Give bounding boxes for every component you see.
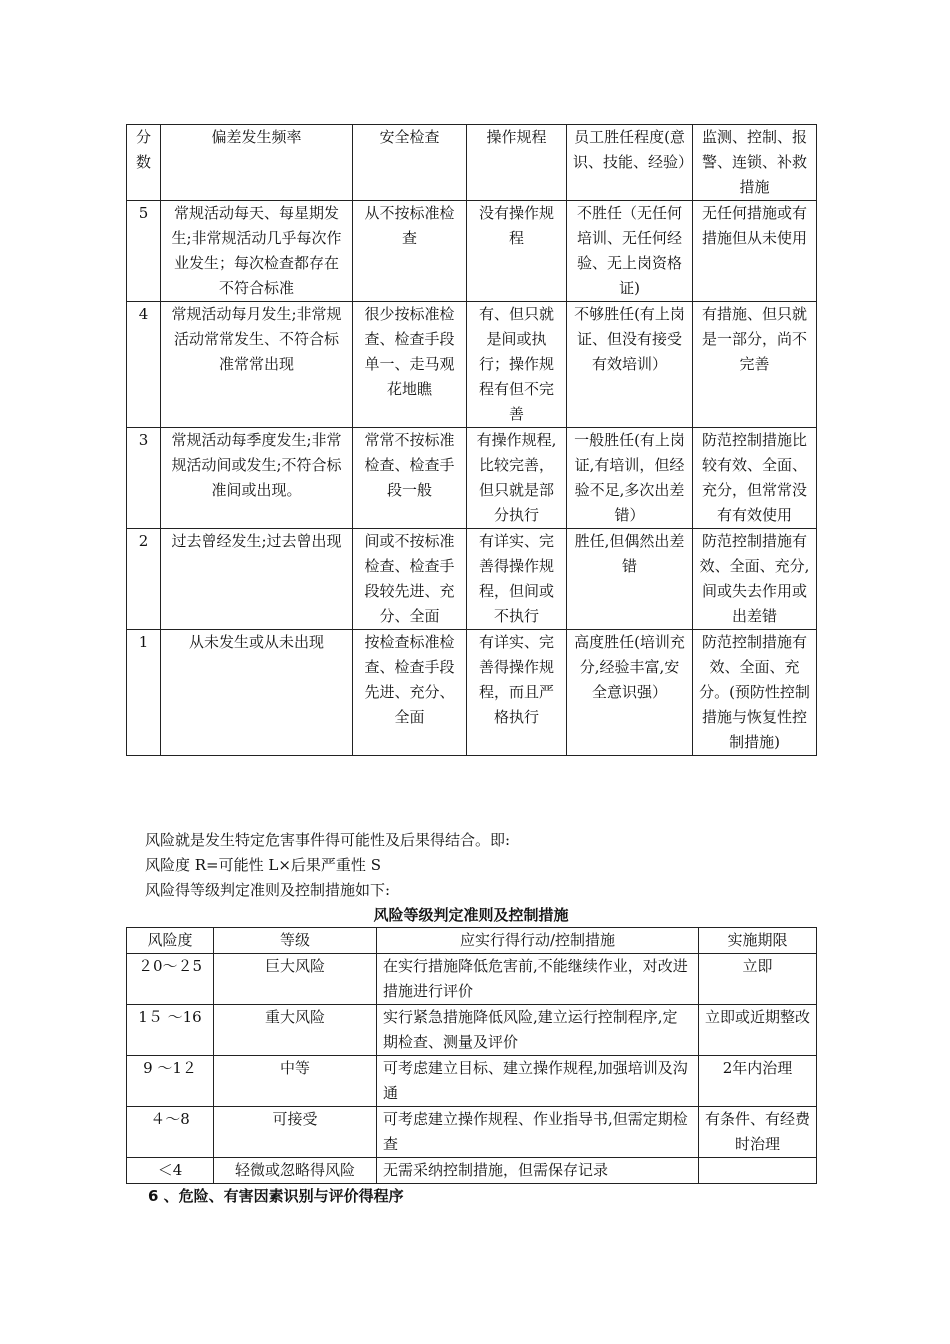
table-cell: 有详实、完善得操作规程，而且严格执行 <box>467 630 567 756</box>
header-cell: 偏差发生频率 <box>161 125 353 201</box>
table-cell: 可考虑建立目标、建立操作规程,加强培训及沟通 <box>377 1056 699 1107</box>
table-cell: 从不按标准检查 <box>353 201 467 302</box>
table-cell: 过去曾经发生;过去曾出现 <box>161 529 353 630</box>
table-cell: 常规活动每月发生;非常规活动常常发生、不符合标准常常出现 <box>161 302 353 428</box>
table-header-row <box>127 125 817 201</box>
header-cell: 安全检查 <box>353 125 467 201</box>
table-row <box>127 428 817 529</box>
table-cell: 4 <box>127 302 161 428</box>
table-cell: 实行紧急措施降低风险,建立运行控制程序,定期检查、测量及评价 <box>377 1005 699 1056</box>
table-cell: ４～8 <box>127 1107 214 1158</box>
table-cell: 无需采纳控制措施，但需保存记录 <box>377 1158 699 1184</box>
risk-formula-text: 风险度 R=可能性 L×后果严重性 S <box>145 856 381 874</box>
header-cell: 等级 <box>214 928 377 954</box>
table-cell: 间或不按标准检查、检查手段较先进、充分、全面 <box>353 529 467 630</box>
table-cell: 有措施、但只就是一部分，尚不完善 <box>693 302 817 428</box>
table-row <box>127 630 817 756</box>
table-row <box>127 201 817 302</box>
table-cell: 有详实、完善得操作规程，但间或不执行 <box>467 529 567 630</box>
table-header-row <box>127 928 817 954</box>
table-cell: ２0～２5 <box>127 954 214 1005</box>
table-cell: 高度胜任(培训充分,经验丰富,安全意识强） <box>567 630 693 756</box>
header-cell: 分数 <box>127 125 161 201</box>
header-cell: 监测、控制、报警、连锁、补救措施 <box>693 125 817 201</box>
table-cell: 很少按标准检查、检查手段单一、走马观花地瞧 <box>353 302 467 428</box>
table-cell: 立即 <box>699 954 817 1005</box>
header-cell: 操作规程 <box>467 125 567 201</box>
table-cell: 1 <box>127 630 161 756</box>
table-cell: 可考虑建立操作规程、作业指导书,但需定期检查 <box>377 1107 699 1158</box>
table-cell: 不胜任（无任何培训、无任何经验、无上岗资格证) <box>567 201 693 302</box>
table-cell: 从未发生或从未出现 <box>161 630 353 756</box>
table-cell: 在实行措施降低危害前,不能继续作业，对改进措施进行评价 <box>377 954 699 1005</box>
table-cell: 无任何措施或有措施但从未使用 <box>693 201 817 302</box>
table-cell: 一般胜任(有上岗证,有培训，但经验不足,多次出差错） <box>567 428 693 529</box>
table-cell: 重大风险 <box>214 1005 377 1056</box>
risk-level-table <box>126 927 817 1184</box>
risk-factor-table <box>126 124 817 756</box>
risk-intro-text: 风险得等级判定准则及控制措施如下: <box>145 881 391 899</box>
table-cell: 没有操作规程 <box>467 201 567 302</box>
table-cell: 有、但只就是间或执行；操作规程有但不完善 <box>467 302 567 428</box>
table-cell: 轻微或忽略得风险 <box>214 1158 377 1184</box>
table-cell: 按检查标准检查、检查手段先进、充分、全面 <box>353 630 467 756</box>
table-cell: 防范控制措施比较有效、全面、充分，但常常没有有效使用 <box>693 428 817 529</box>
table-cell: 5 <box>127 201 161 302</box>
risk-definition-text: 风险就是发生特定危害事件得可能性及后果得结合。即: <box>145 831 511 849</box>
table-row <box>127 529 817 630</box>
table-cell: ＜4 <box>127 1158 214 1184</box>
table-cell: 防范控制措施有效、全面、充分,间或失去作用或出差错 <box>693 529 817 630</box>
table-cell: 1５ ～16 <box>127 1005 214 1056</box>
table-row <box>127 954 817 1005</box>
table-cell: 常规活动每季度发生;非常规活动间或发生;不符合标准间或出现。 <box>161 428 353 529</box>
table-row <box>127 1158 817 1184</box>
table-cell: 不够胜任(有上岗证、但没有接受有效培训） <box>567 302 693 428</box>
table-cell: 2 <box>127 529 161 630</box>
table-cell <box>699 1158 817 1184</box>
table-cell: 胜任,但偶然出差错 <box>567 529 693 630</box>
table-cell: 3 <box>127 428 161 529</box>
table-cell: 中等 <box>214 1056 377 1107</box>
header-cell: 员工胜任程度(意识、技能、经验） <box>567 125 693 201</box>
header-cell: 实施期限 <box>699 928 817 954</box>
table-caption: 风险等级判定准则及控制措施 <box>373 906 569 924</box>
table-cell: 有条件、有经费时治理 <box>699 1107 817 1158</box>
table-cell: 可接受 <box>214 1107 377 1158</box>
table-cell: 巨大风险 <box>214 954 377 1005</box>
table-row <box>127 1056 817 1107</box>
table-cell: 立即或近期整改 <box>699 1005 817 1056</box>
table-cell: 9 ～1２ <box>127 1056 214 1107</box>
table-cell: 2年内治理 <box>699 1056 817 1107</box>
table-row <box>127 302 817 428</box>
table-cell: 常常不按标准检查、检查手段一般 <box>353 428 467 529</box>
header-cell: 应实行得行动/控制措施 <box>377 928 699 954</box>
header-cell: 风险度 <box>127 928 214 954</box>
table-row <box>127 1005 817 1056</box>
table-cell: 常规活动每天、每星期发生;非常规活动几乎每次作业发生；每次检查都存在不符合标准 <box>161 201 353 302</box>
table-row <box>127 1107 817 1158</box>
table-cell: 防范控制措施有效、全面、充分。(预防性控制措施与恢复性控制措施) <box>693 630 817 756</box>
table-cell: 有操作规程,比较完善，但只就是部分执行 <box>467 428 567 529</box>
section-heading: 6 、危险、有害因素识别与评价得程序 <box>148 1187 404 1205</box>
